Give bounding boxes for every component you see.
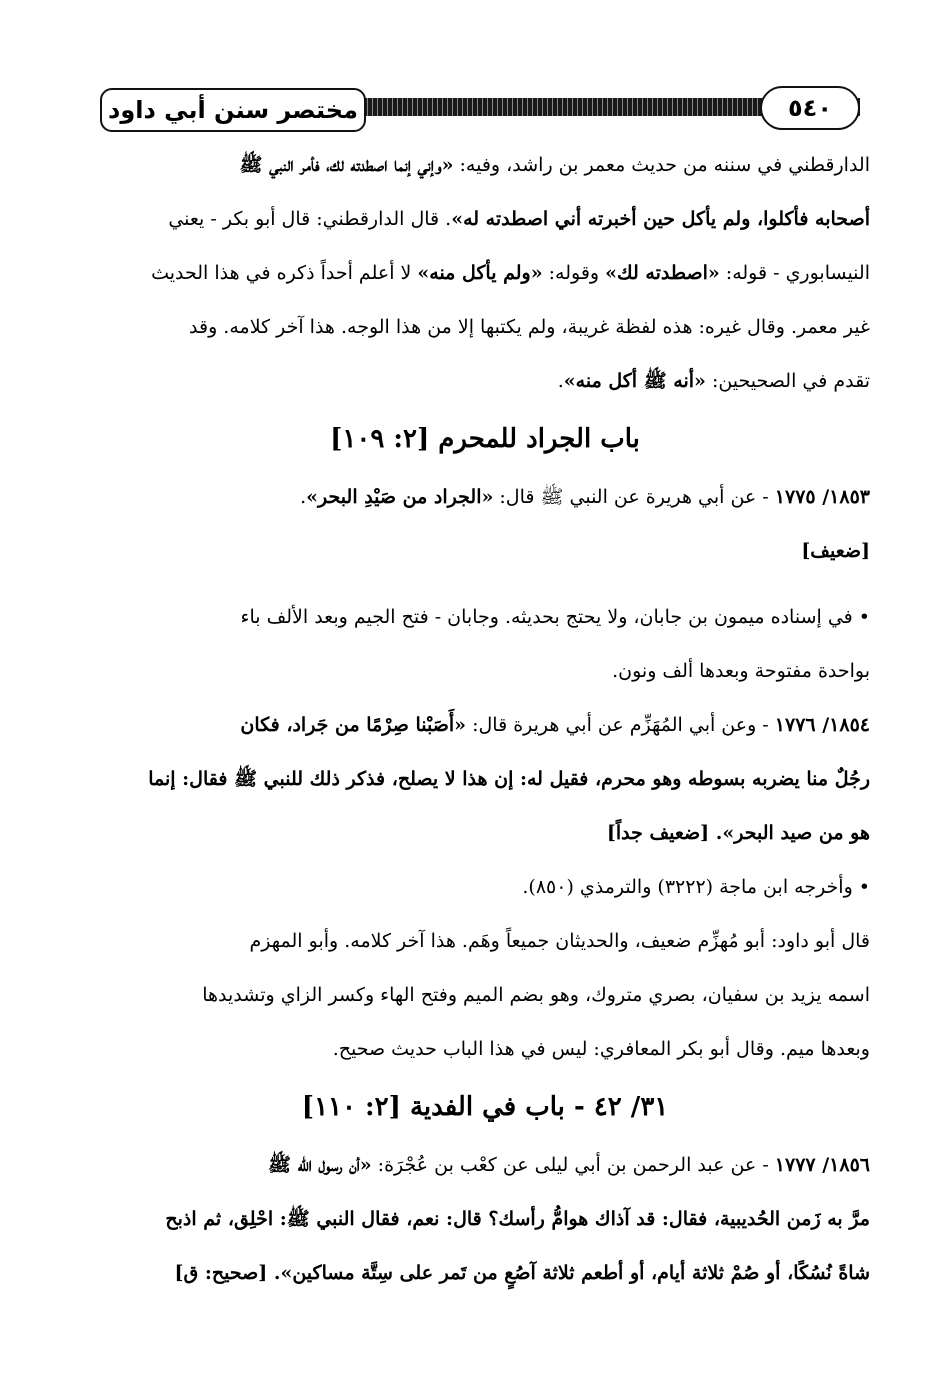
hadith-line — [100, 1192, 870, 1246]
note-line: • وأخرجه ابن ماجة (٣٢٢٢) والترمذي (٨٥٠). — [522, 876, 870, 898]
text-span: . قال الدارقطني: قال أبو بكر - يعني — [168, 208, 452, 230]
text-line — [100, 354, 870, 408]
hadith-number: ١٨٥٤/ ١٧٧٦ — [774, 714, 870, 736]
page-body — [100, 138, 870, 1300]
hadith-grade: . [ضعيف جداً] — [606, 822, 723, 844]
quote-span: «وإني إنما اصطدته لك، فأمر النبي ﷺ — [239, 154, 454, 176]
quote-span: هو من صيد البحر» — [722, 822, 870, 844]
hadith-number: ١٨٥٣/ ١٧٧٥ — [774, 486, 870, 508]
text-span: لا أعلم أحداً ذكره في هذا الحديث — [151, 262, 418, 284]
hadith-line — [100, 752, 870, 806]
quote-span: «ولم يأكل منه» — [417, 262, 543, 284]
quote-span: «الجراد من صَيْدِ البحر» — [306, 486, 494, 508]
quote-span: مرَّ به زَمن الحُديبية، فقال: قد آذاك هوامُّ رأسك؟ قال: نعم، فقال النبي ﷺ: احْلِق، ثم اذبح — [165, 1208, 870, 1230]
chapter-heading: ٣١/ ٤٢ - باب في الفدية [٢: ١١٠] — [301, 1092, 669, 1122]
text-span: الدارقطني في سننه من حديث معمر بن راشد، وفيه: — [453, 154, 870, 176]
hadith-line — [100, 1246, 870, 1300]
text-span: وقوله: — [542, 262, 606, 284]
hadith-number: ١٨٥٦/ ١٧٧٧ — [774, 1154, 870, 1176]
note-line: بواحدة مفتوحة وبعدها ألف ونون. — [612, 660, 870, 682]
quote-span: أصحابه فأكلوا، ولم يأكل حين أخبرته أني اصطدته له» — [451, 208, 870, 230]
text-line: قال أبو داود: أبو مُهزِّم ضعيف، والحديثان جميعاً وهَم. هذا آخر كلامه. وأبو المهزم — [249, 930, 870, 952]
quote-span: «أنه ﷺ أكل منه» — [563, 370, 706, 392]
page-number: ٥٤٠ — [760, 86, 860, 130]
text-line — [100, 138, 870, 192]
text-span: - عن عبد الرحمن بن أبي ليلى عن كعْب بن عُجْرَة: — [371, 1154, 775, 1176]
text-span: . — [557, 370, 564, 392]
text-span: النيسابوري - قوله: — [719, 262, 870, 284]
hadith-grade: [ضعيف] — [801, 540, 870, 562]
text-span: - عن أبي هريرة عن النبي ﷺ قال: — [493, 486, 775, 508]
quote-span: شاةً نُسُكًا، أو صُمْ ثلاثة أيام، أو أطعم ثلاثة آصُعٍ من تَمر على سِتَّة مساكين» — [280, 1262, 870, 1284]
quote-span: رجُلٌ منا يضربه بسوطه وهو محرم، فقيل له: إن هذا لا يصلح، فذكر ذلك للنبي ﷺ فقال: إنما — [148, 768, 870, 790]
text-line — [100, 246, 870, 300]
note-line: • في إسناده ميمون بن جابان، ولا يحتج بحديثه. وجابان - فتح الجيم وبعد الألف باء — [240, 606, 870, 628]
hadith-grade: . [صحيح: ق] — [174, 1262, 281, 1284]
hadith-line — [100, 470, 870, 524]
hadith-line — [100, 698, 870, 752]
text-span: تقدم في الصحيحين: — [705, 370, 870, 392]
quote-span: «أَصَبْنا صِرْمًا من جَراد، فكان — [240, 714, 467, 736]
hadith-grade-line — [100, 524, 870, 578]
book-title: مختصر سنن أبي داود — [100, 88, 366, 132]
quote-span: «أن رسول الله ﷺ — [268, 1154, 372, 1176]
text-span: - وعن أبي المُهَزِّم عن أبي هريرة قال: — [466, 714, 775, 736]
hadith-line — [100, 1138, 870, 1192]
text-line: غير معمر. وقال غيره: هذه لفظة غريبة، ولم يكتبها إلا من هذا الوجه. هذا آخر كلامه. وقد — [189, 316, 870, 338]
text-span: . — [300, 486, 307, 508]
hadith-line — [100, 806, 870, 860]
chapter-heading: باب الجراد للمحرم [٢: ١٠٩] — [330, 424, 640, 454]
text-line: اسمه يزيد بن سفيان، بصري متروك، وهو بضم الميم وفتح الهاء وكسر الزاي وتشديدها — [202, 984, 870, 1006]
quote-span: «اصطدته لك» — [605, 262, 720, 284]
text-line: وبعدها ميم. وقال أبو بكر المعافري: ليس في هذا الباب حديث صحيح. — [332, 1038, 870, 1060]
page-header — [100, 86, 870, 136]
text-line — [100, 192, 870, 246]
